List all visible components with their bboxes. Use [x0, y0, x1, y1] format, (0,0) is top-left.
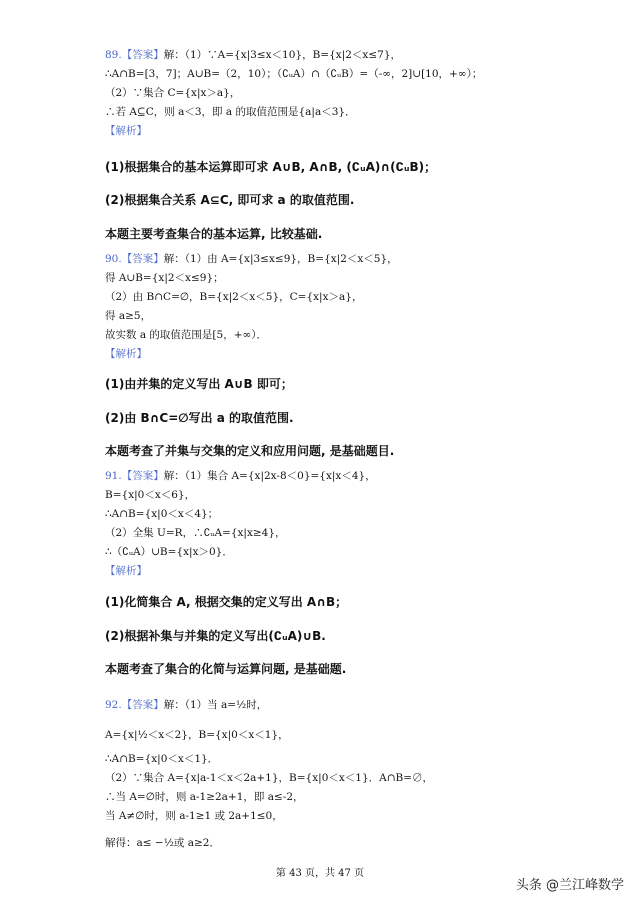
answer-line: B={x|0＜x＜6}， — [105, 489, 196, 501]
answer-line: ∴当 A=∅时，则 a-1≥2a+1，即 a≤-2， — [105, 791, 304, 803]
answer-tag: 【答案】 — [121, 699, 164, 711]
analysis-line: 本题考查了集合的化简与运算问题, 是基础题. — [105, 662, 347, 676]
analysis-line: 本题主要考查集合的基本运算, 比较基础. — [105, 227, 323, 241]
analysis-line: (2)由 B∩C=∅写出 a 的取值范围. — [105, 411, 294, 425]
problem-89 — [105, 46, 600, 141]
answer-tag: 【答案】 — [121, 49, 164, 61]
answer-line: （2）由 B∩C=∅，B={x|2＜x＜5}，C={x|x＞a}， — [105, 291, 363, 303]
answer-line: ∴A∩B={x|0＜x＜4}； — [105, 508, 219, 520]
analysis-tag: 【解析】 — [105, 348, 147, 360]
answer-text: 解：（1）∵A={x|3≤x＜10}，B={x|2＜x≤7}， — [163, 49, 402, 61]
problem-number: 89. — [105, 49, 122, 61]
analysis-tag: 【解析】 — [105, 125, 147, 137]
problem-number: 91. — [105, 470, 122, 482]
answer-line — [105, 694, 600, 716]
answer-text: 解：（1）当 a=½时， — [163, 699, 268, 711]
answer-tag: 【答案】 — [121, 470, 164, 482]
answer-line: 当 A≠∅时，则 a-1≥1 或 2a+1≤0， — [105, 810, 283, 822]
answer-line: ∴若 A⊆C，则 a＜3，即 a 的取值范围是{a|a＜3}． — [105, 106, 356, 118]
answer-line: 故实数 a 的取值范围是[5，+∞）． — [105, 329, 268, 341]
answer-line: ∴A∩B=[3，7]；A∪B=（2，10）；（∁ᵤA）∩（∁ᵤB）=（-∞，2]∪[10，+∞）； — [105, 68, 483, 80]
answer-text: 解：（1）由 A={x|3≤x≤9}，B={x|2＜x＜5}， — [163, 253, 398, 265]
answer-line: 得 A∪B={x|2＜x≤9}； — [105, 272, 224, 284]
answer-tag: 【答案】 — [121, 253, 164, 265]
analysis-line: (1)根据集合的基本运算即可求 A∪B, A∩B, (∁ᵤA)∩(∁ᵤB)； — [105, 160, 437, 174]
watermark: 头条 @兰江峰数学 — [515, 878, 624, 893]
answer-line: （2）全集 U=R，∴∁ᵤA={x|x≥4}， — [105, 527, 286, 539]
analysis-line: 本题考查了并集与交集的定义和应用问题, 是基础题目. — [105, 444, 395, 458]
answer-line: ∴（∁ᵤA）∪B={x|x＞0}． — [105, 546, 233, 558]
answer-text: 解：（1）集合 A={x|2x-8＜0}={x|x＜4}， — [163, 470, 376, 482]
analysis-line: (1)化简集合 A, 根据交集的定义写出 A∩B； — [105, 595, 348, 609]
problem-number: 92. — [105, 699, 122, 711]
answer-line: 得 a≥5， — [105, 310, 152, 322]
problem-91 — [105, 467, 600, 581]
answer-line: A={x|½＜x＜2}，B={x|0＜x＜1}， — [105, 729, 289, 741]
analysis-line: (2)根据补集与并集的定义写出(∁ᵤA)∪B. — [105, 629, 326, 643]
answer-line: ∴A∩B={x|0＜x＜1}． — [105, 753, 219, 765]
page-footer: 第 43 页，共 47 页 — [275, 868, 365, 879]
answer-line — [105, 250, 600, 269]
problem-92 — [105, 694, 600, 854]
answer-line: （2）∵集合 C={x|x＞a}， — [105, 87, 241, 99]
analysis-line: (1)由并集的定义写出 A∪B 即可； — [105, 377, 293, 391]
analysis-line: (2)根据集合关系 A⊆C, 即可求 a 的取值范围. — [105, 193, 355, 207]
problem-90 — [105, 250, 600, 364]
answer-line: （2）∵集合 A={x|a-1＜x＜2a+1}，B={x|0＜x＜1}．A∩B=∅， — [105, 772, 434, 784]
analysis-tag: 【解析】 — [105, 565, 147, 577]
answer-line: 解得：a≤ −½或 a≥2． — [105, 837, 220, 849]
problem-number: 90. — [105, 253, 122, 265]
answer-line — [105, 467, 600, 486]
answer-line — [105, 46, 600, 65]
